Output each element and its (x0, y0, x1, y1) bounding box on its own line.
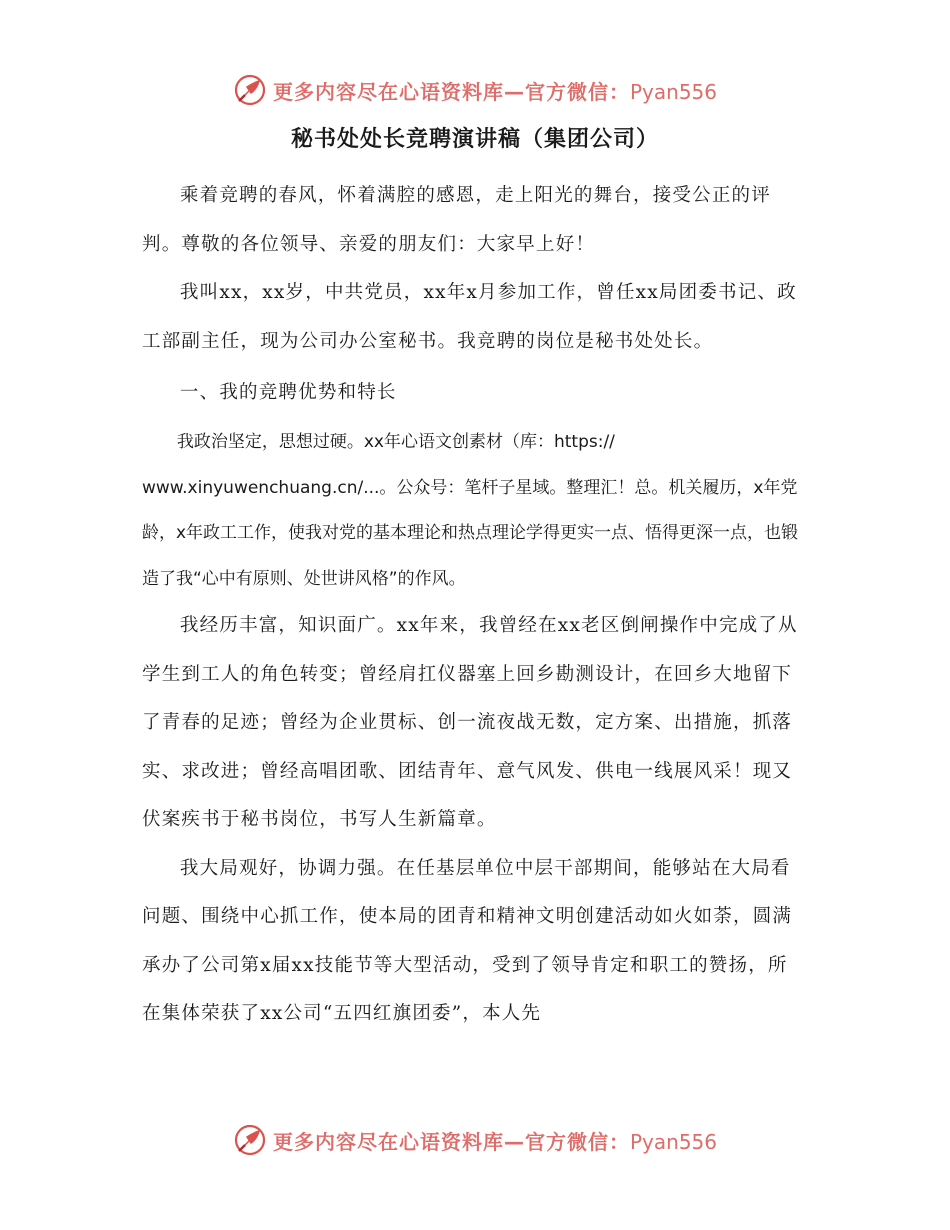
paragraph-coordination: 我大局观好，协调力强。在任基层单位中层干部期间，能够站在大局看问题、围绕中心抓工作，使本局的团青和精神文明创建活动如火如荼，圆满承办了公司第x届xx技能节等大型活动，受到了领导肯定和职工的赞扬，所在集体荣获了xx公司“五四红旗团委”，本人先 (142, 857, 793, 1024)
document-body (142, 172, 807, 1039)
watermark-label: 更多内容尽在心语资料库—官方微信： (272, 79, 630, 104)
watermark-id: Pyan556 (629, 1129, 717, 1154)
paragraph-political: 我政治坚定，思想过硬。xx年心语文创素材（库：https:// www.xinyuwenchuang.cn/...。公众号：笔杆子星域。整理汇！总。机关履历，x年党龄，x年政工工作，使我对党的基本理论和热点理论学得更实一点、悟得更深一点，也锻造了我“心中有原则、处世讲风格”的作风。 (142, 432, 799, 589)
paragraph-greeting: 乘着竞聘的春风，怀着满腔的感恩，走上阳光的舞台，接受公正的评判。尊敬的各位领导、亲爱的朋友们：大家早上好！ (142, 185, 771, 255)
paragraph-experience: 我经历丰富，知识面广。xx年来，我曾经在xx老区倒闸操作中完成了从学生到工人的角色转变；曾经肩扛仪器塞上回乡勘测设计，在回乡大地留下了青春的足迹；曾经为企业贯标、创一流夜战无数，定方案、出措施，抓落实、求改进；曾经高唱团歌、团结青年、意气风发、供电一线展风采！现又伏案疾书于秘书岗位，书写人生新篇章。 (142, 615, 798, 830)
paragraph-introduction: 我叫xx，xx岁，中共党员，xx年x月参加工作，曾任xx局团委书记、政工部副主任，现为公司办公室秘书。我竞聘的岗位是秘书处处长。 (142, 282, 797, 352)
watermark-footer (0, 1120, 950, 1160)
document-title: 秘书处处长竞聘演讲稿（集团公司） (290, 126, 659, 152)
section-heading: 一、我的竞聘优势和特长 (179, 382, 397, 403)
watermark-text (273, 76, 717, 105)
watermark-text (273, 1126, 717, 1155)
watermark-id: Pyan556 (629, 79, 717, 104)
watermark-header (0, 70, 950, 110)
watermark-label: 更多内容尽在心语资料库—官方微信： (272, 1129, 630, 1154)
quill-logo-icon (233, 1123, 267, 1157)
quill-logo-icon (233, 73, 267, 107)
